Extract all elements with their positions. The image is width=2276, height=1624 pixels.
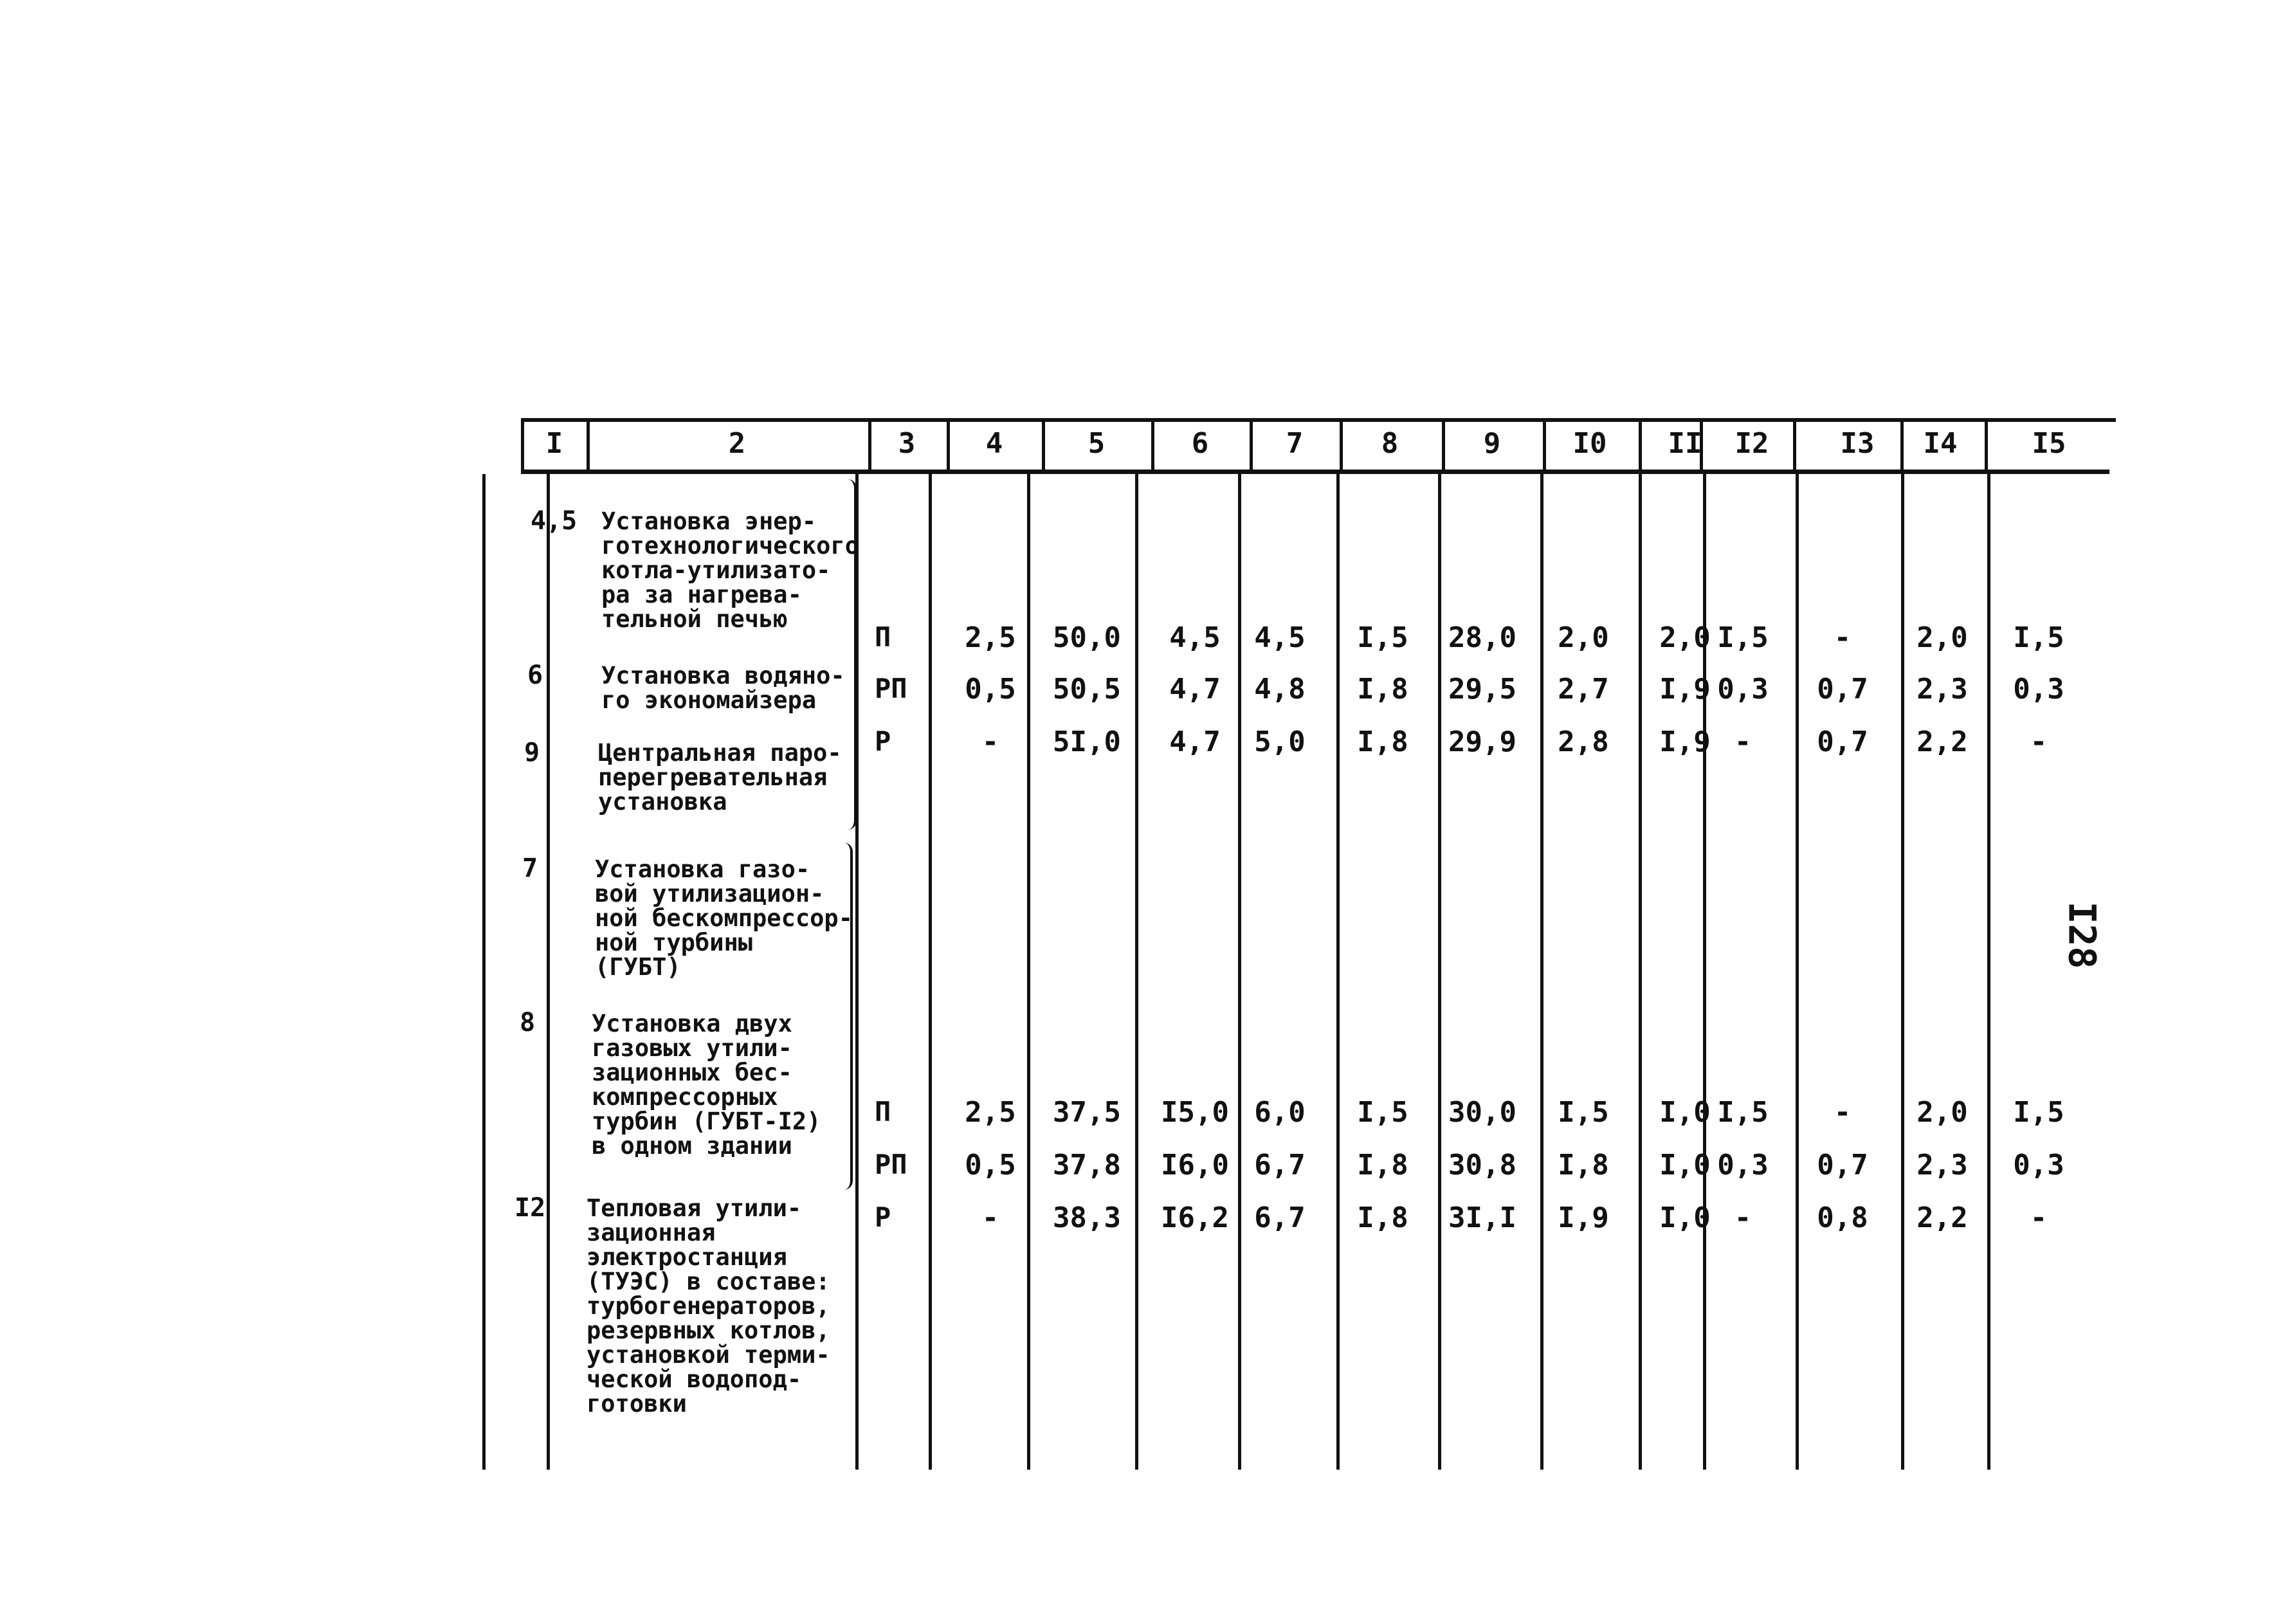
header-column-divider [1442,419,1445,472]
table-cell: 37,8 [1053,1149,1121,1182]
body-column-divider [1987,474,1990,1470]
table-cell: I,0 [1659,1096,1711,1129]
column-header: 6 [1191,427,1209,460]
table-cell: 37,5 [1053,1096,1121,1129]
table-cell: I,5 [2013,621,2064,654]
table-cell: - [2030,725,2048,758]
table-cell: 2,0 [1659,621,1711,654]
table-cell: I,8 [1558,1149,1609,1182]
table-cell: 2,8 [1558,725,1609,758]
header-column-divider [1340,419,1343,472]
table-cell: 30,0 [1448,1096,1516,1129]
table-cell: I,0 [1659,1201,1711,1234]
column-header: I [545,427,563,460]
table-cell: - [2030,1201,2048,1234]
table-cell: 2,5 [965,621,1016,654]
table-cell: I,8 [1357,1201,1408,1234]
table-cell: 29,9 [1448,725,1516,758]
item-name: Установка газо- вой утилизацион- ной бескомпрессор- ной турбины (ГУБТ) [595,855,853,981]
table-cell: 2,2 [1916,1201,1968,1234]
table-cell: 2,5 [965,1096,1016,1129]
table-cell: 0,5 [965,1149,1016,1182]
header-bottom-rule [521,470,2109,474]
item-name: Установка энер- готехнологического котла-утилизато- ра за нагрева- тельной печью [601,507,859,633]
body-column-divider [929,474,932,1470]
option-code: РП [875,673,907,704]
table-cell: I,9 [1558,1201,1609,1234]
table-cell: I,5 [1558,1096,1609,1129]
table-cell: 6,7 [1254,1149,1306,1182]
body-column-divider [547,474,550,1470]
table-cell: I,5 [2013,1096,2064,1129]
item-number: 7 [522,853,538,883]
option-code: П [875,1096,891,1127]
table-cell: 2,7 [1558,673,1609,706]
table-cell: I6,0 [1161,1149,1229,1182]
item-number: 4,5 [531,506,578,536]
header-column-divider [1985,419,1988,472]
table-cell: I,8 [1357,1149,1408,1182]
table-cell: I,5 [1717,621,1769,654]
table-cell: 0,7 [1817,673,1868,706]
table-cell: - [1834,1096,1852,1129]
table-cell: I,5 [1717,1096,1769,1129]
column-header: 7 [1286,427,1304,460]
table-cell: 6,0 [1254,1096,1306,1129]
column-header: 2 [728,427,746,460]
table-cell: 38,3 [1053,1201,1121,1234]
table-cell: I,0 [1659,1149,1711,1182]
table-cell: I,9 [1659,673,1711,706]
item-name: Установка двух газовых утили- зационных бес- компрессорных турбин (ГУБТ-I2) в одном здании [592,1010,821,1160]
table-cell: 2,0 [1916,621,1968,654]
table-cell: 5I,0 [1053,725,1121,758]
column-header: II [1668,427,1702,460]
column-header: 9 [1483,427,1501,460]
table-cell: 2,0 [1558,621,1609,654]
item-number: I2 [514,1193,546,1223]
table-cell: I,9 [1659,725,1711,758]
table-cell: - [981,1201,999,1234]
item-number: 9 [524,738,540,767]
table-cell: I,5 [1357,1096,1408,1129]
option-code: Р [875,1201,891,1233]
table-cell: 0,7 [1817,1149,1868,1182]
item-name: Тепловая утили- зационная электростанция (ТУЭС) в составе: турбогенераторов, резервных котлов, установкой терми- ческой водопод- готовки [587,1194,830,1418]
column-header: I0 [1572,427,1607,460]
item-name: Установка водяно- го экономайзера [601,662,845,714]
header-column-divider [1793,419,1796,472]
header-column-divider [947,419,950,472]
table-cell: 4,7 [1169,725,1221,758]
table-cell: - [1834,621,1852,654]
table-cell: 4,7 [1169,673,1221,706]
table-cell: I,8 [1357,673,1408,706]
table-cell: - [1734,1201,1752,1234]
column-header: I3 [1840,427,1875,460]
header-column-divider [1042,419,1045,472]
header-column-divider [1250,419,1253,472]
table-cell: I,5 [1357,621,1408,654]
table-cell: 2,2 [1916,725,1968,758]
group-brace [848,479,857,830]
table-cell: 28,0 [1448,621,1516,654]
table-cell: 50,5 [1053,673,1121,706]
table-top-rule [521,418,2116,422]
table-cell: 0,5 [965,673,1016,706]
column-header: I4 [1923,427,1958,460]
table-cell: I6,2 [1161,1201,1229,1234]
column-header: 8 [1381,427,1399,460]
group-brace [844,843,853,1190]
item-name: Центральная паро- перегревательная установка [598,739,842,816]
column-header: I5 [2032,427,2066,460]
header-column-divider [1639,419,1642,472]
table-cell: 4,5 [1169,621,1221,654]
option-code: П [875,621,891,653]
table-cell: 29,5 [1448,673,1516,706]
body-column-divider [1135,474,1138,1470]
table-cell: 0,3 [2013,673,2064,706]
column-header: 5 [1088,427,1106,460]
header-column-divider [1151,419,1154,472]
item-number: 8 [520,1008,536,1037]
page-number: I28 [2060,901,2104,969]
table-cell: 0,3 [1717,673,1769,706]
table-cell: 50,0 [1053,621,1121,654]
table-cell: 5,0 [1254,725,1306,758]
table-cell: 2,3 [1916,1149,1968,1182]
item-number: 6 [527,661,543,690]
table-cell: 2,3 [1916,673,1968,706]
option-code: РП [875,1149,907,1180]
table-cell: 0,3 [2013,1149,2064,1182]
header-column-divider [1543,419,1546,472]
table-cell: 0,8 [1817,1201,1868,1234]
table-cell: 3I,I [1448,1201,1516,1234]
table-cell: I5,0 [1161,1096,1229,1129]
table-cell: 4,8 [1254,673,1306,706]
body-column-divider [482,474,486,1470]
table-cell: - [981,725,999,758]
table-cell: 4,5 [1254,621,1306,654]
table-cell: 30,8 [1448,1149,1516,1182]
option-code: Р [875,725,891,757]
table-cell: 0,3 [1717,1149,1769,1182]
table-cell: 0,7 [1817,725,1868,758]
column-header: I2 [1734,427,1769,460]
table-cell: 2,0 [1916,1096,1968,1129]
table-cell: - [1734,725,1752,758]
table-cell: 6,7 [1254,1201,1306,1234]
table-cell: I,8 [1357,725,1408,758]
column-header: 4 [985,427,1003,460]
column-header: 3 [898,427,916,460]
